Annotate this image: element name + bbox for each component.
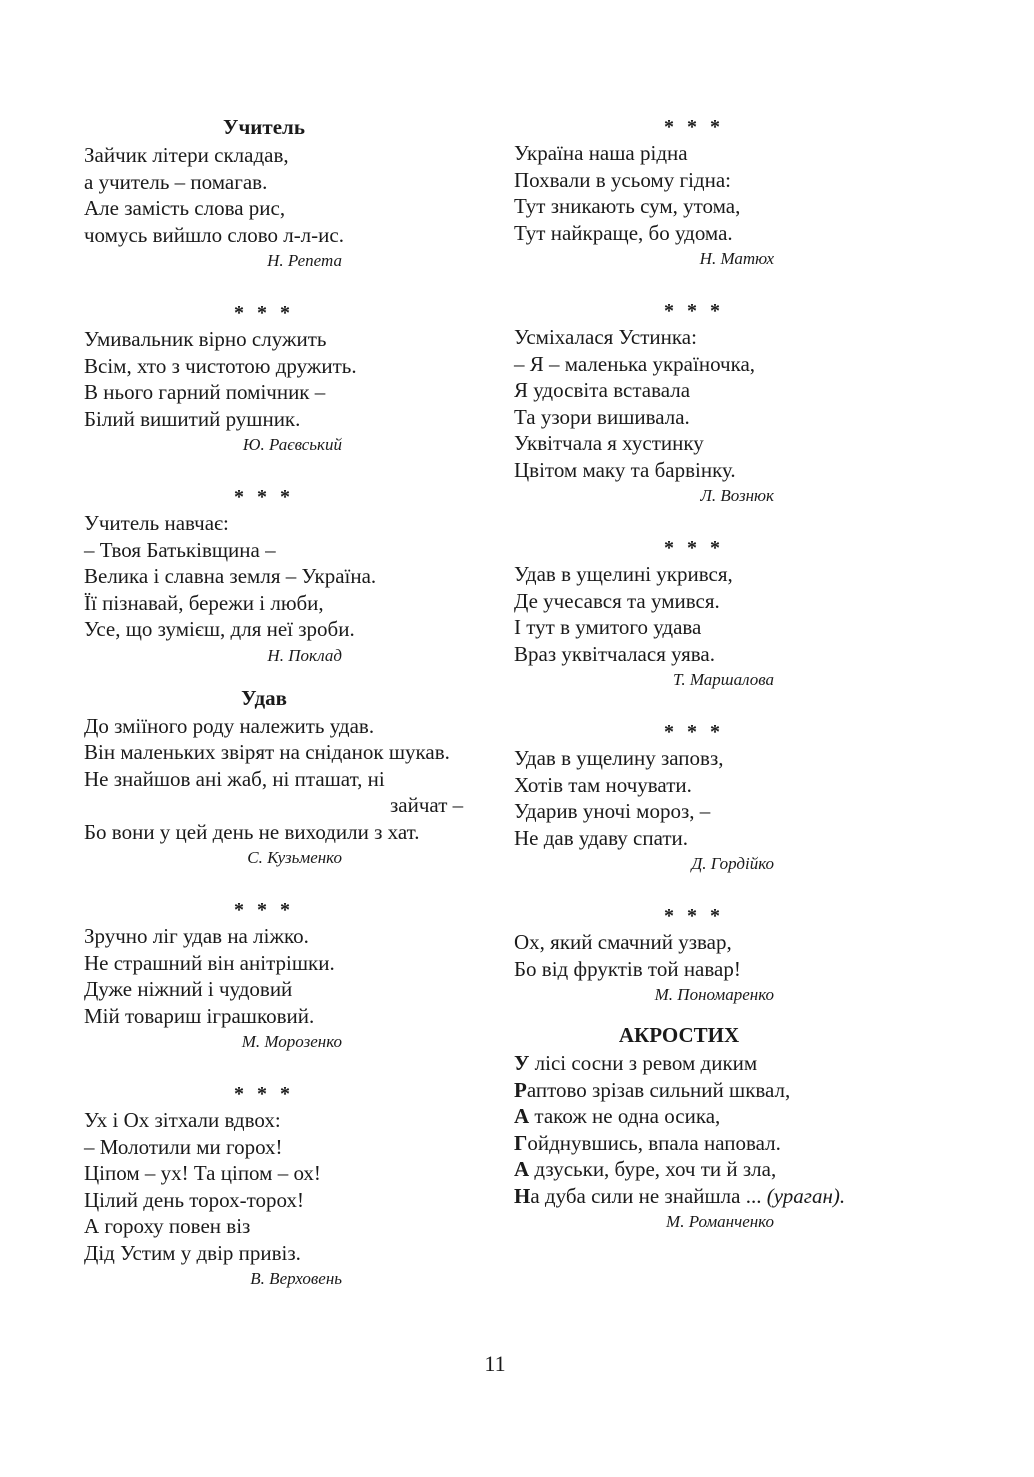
poem-line: Похвали в усьому гідна: xyxy=(514,167,731,192)
poem-line: Та узори вишивала. xyxy=(514,404,690,429)
poem-author: Ю. Раєвський xyxy=(242,435,342,454)
poem-line: Зайчик літери складав, xyxy=(84,143,289,167)
section-separator: * * * xyxy=(664,721,724,743)
poem-line: Не дав удаву спати. xyxy=(514,825,689,850)
acrostic-line xyxy=(514,1103,914,1130)
acrostic-initial: Н xyxy=(514,1183,531,1208)
acrostic-initial: У xyxy=(514,1051,530,1075)
poem-line: Цілий день торох-торох! xyxy=(84,1187,305,1212)
poem-line: Він маленьких звірят на сніданок шукав. xyxy=(84,740,450,764)
poem-line: Усміхалася Устинка: xyxy=(514,325,697,349)
poem-batkivshchyna xyxy=(84,482,484,669)
acrostic-line xyxy=(514,1130,914,1157)
section-separator: * * * xyxy=(664,905,724,927)
poem-ustynka xyxy=(514,296,914,509)
acrostic-line xyxy=(514,1156,914,1183)
acrostic-line xyxy=(514,1050,914,1077)
riddle-answer: (ураган). xyxy=(766,1183,846,1208)
poem-line: Всім, хто з чистотою дружить. xyxy=(84,353,357,378)
poem-ushchelyna xyxy=(514,533,914,693)
section-separator: * * * xyxy=(664,537,724,559)
poem-author: С. Кузьменко xyxy=(247,848,342,867)
poem-line: В нього гарний помічник – xyxy=(84,380,326,404)
poem-umyvalnyk xyxy=(84,298,484,458)
poem-line: – Твоя Батьківщина – xyxy=(84,537,276,562)
poem-line: Бо від фруктів той навар! xyxy=(514,956,741,981)
poem-line: Враз уквітчалася уява. xyxy=(514,641,715,666)
poem-line: Її пізнавай, бережи і люби, xyxy=(84,590,324,615)
poem-author: Т. Маршалова xyxy=(672,670,774,689)
acrostic-line xyxy=(514,1183,914,1210)
poem-line: Ударив уночі мороз, – xyxy=(514,799,711,823)
poem-horokh xyxy=(84,1079,484,1292)
acrostic-rest: аптово зрізав сильний шквал, xyxy=(526,1077,791,1102)
poem-line: Ох, який смачний узвар, xyxy=(514,930,732,954)
poem-line: Де учесався та умився. xyxy=(514,588,720,613)
poem-author: Н. Поклад xyxy=(267,645,342,665)
poem-author: Л. Вознюк xyxy=(700,486,774,505)
poem-line: Удав в ущелині укрився, xyxy=(514,562,733,586)
poem-line: Але замість слова рис, xyxy=(84,196,286,220)
poem-author: М. Романченко xyxy=(666,1212,774,1231)
poem-line: Тут найкраще, бо удома. xyxy=(514,220,733,245)
poem-lizhko xyxy=(84,895,484,1055)
poem-title: Учитель xyxy=(223,115,305,139)
poem-line: Удав в ущелину заповз, xyxy=(514,746,724,770)
poem-line: Учитель навчає: xyxy=(84,511,229,535)
poem-line: Умивальник вірно служить xyxy=(84,327,327,351)
poem-line: чомусь вийшло слово л-л-ис. xyxy=(84,222,344,247)
poem-title: АКРОСТИХ xyxy=(618,1023,740,1047)
poem-title: Удав xyxy=(241,685,287,710)
poem-uzvar xyxy=(514,901,914,1008)
poem-author: Н. Матюх xyxy=(699,249,774,268)
acrostic-initial: А xyxy=(514,1157,530,1181)
section-separator: * * * xyxy=(234,486,294,508)
poem-line: – Молотили ми горох! xyxy=(84,1134,283,1159)
poem-ukraina xyxy=(514,112,914,272)
poem-line: Мій товариш іграшковий. xyxy=(84,1003,315,1028)
poem-akrostykh xyxy=(514,1020,914,1235)
poem-line: А гороху повен віз xyxy=(84,1214,251,1238)
poem-line: До зміїного роду належить удав. xyxy=(84,713,375,738)
poem-line: Україна наша рідна xyxy=(514,141,688,165)
page-number: 11 xyxy=(484,1351,506,1376)
acrostic-initial: Г xyxy=(514,1130,528,1155)
poem-line: Ціпом – ух! Та ціпом – ох! xyxy=(84,1161,321,1185)
poem-line: Хотів там ночувати. xyxy=(514,772,692,797)
poem-line: Дід Устим у двір привіз. xyxy=(84,1240,301,1265)
acrostic-rest: а дуба сили не знайшла ... xyxy=(530,1183,767,1208)
poem-line: – Я – маленька україночка, xyxy=(514,351,756,376)
section-separator: * * * xyxy=(234,899,294,921)
poem-line: Зручно ліг удав на ліжко. xyxy=(84,924,309,948)
poem-author: М. Пономаренко xyxy=(654,985,774,1004)
section-separator: * * * xyxy=(234,302,294,324)
section-separator: * * * xyxy=(664,300,724,322)
section-separator: * * * xyxy=(234,1083,294,1105)
poem-udav xyxy=(84,683,484,872)
acrostic-rest: дзуськи, буре, хоч ти й зла, xyxy=(529,1157,777,1181)
poem-line: І тут в умитого удава xyxy=(514,615,702,639)
acrostic-rest: ойднувшись, впала наповал. xyxy=(527,1130,781,1155)
poem-line: Дуже ніжний і чудовий xyxy=(84,977,293,1001)
poem-author: Н. Репета xyxy=(267,251,342,270)
right-column xyxy=(514,112,914,1235)
poem-line: Не страшний він анітрішки. xyxy=(84,950,335,975)
poem-line: Не знайшов ані жаб, ні пташат, ні xyxy=(84,766,385,791)
section-separator: * * * xyxy=(664,116,724,138)
poem-author: М. Морозенко xyxy=(241,1032,342,1051)
poem-line: Усе, що зумієш, для неї зроби. xyxy=(84,617,355,641)
left-column xyxy=(84,112,484,1292)
poem-line: Я удосвіта вставала xyxy=(514,378,691,402)
poem-line: Білий вишитий рушник. xyxy=(84,406,301,431)
acrostic-initial: А xyxy=(514,1104,530,1128)
poem-line: Уквітчала я хустинку xyxy=(514,431,704,455)
poem-uchytel xyxy=(84,112,484,274)
poem-line: Цвітом маку та барвінку. xyxy=(514,457,736,482)
poem-line: Тут зникають сум, утома, xyxy=(514,194,741,218)
poem-author: Д. Гордійко xyxy=(691,854,774,873)
acrostic-initial: Р xyxy=(514,1077,527,1102)
poem-line: Велика і славна земля – Україна. xyxy=(84,564,377,588)
poem-moroz xyxy=(514,717,914,877)
poem-author: В. Верховень xyxy=(250,1269,342,1288)
acrostic-rest: також не одна осика, xyxy=(529,1104,721,1128)
acrostic-rest: лісі сосни з ревом диким xyxy=(529,1051,758,1075)
poem-line: Ух і Ох зітхали вдвох: xyxy=(84,1108,281,1132)
acrostic-line xyxy=(514,1077,914,1104)
poem-line: а учитель – помагав. xyxy=(84,169,268,194)
poem-line: Бо вони у цей день не виходили з хат. xyxy=(84,819,420,844)
poem-line-continuation: зайчат – xyxy=(390,793,464,817)
